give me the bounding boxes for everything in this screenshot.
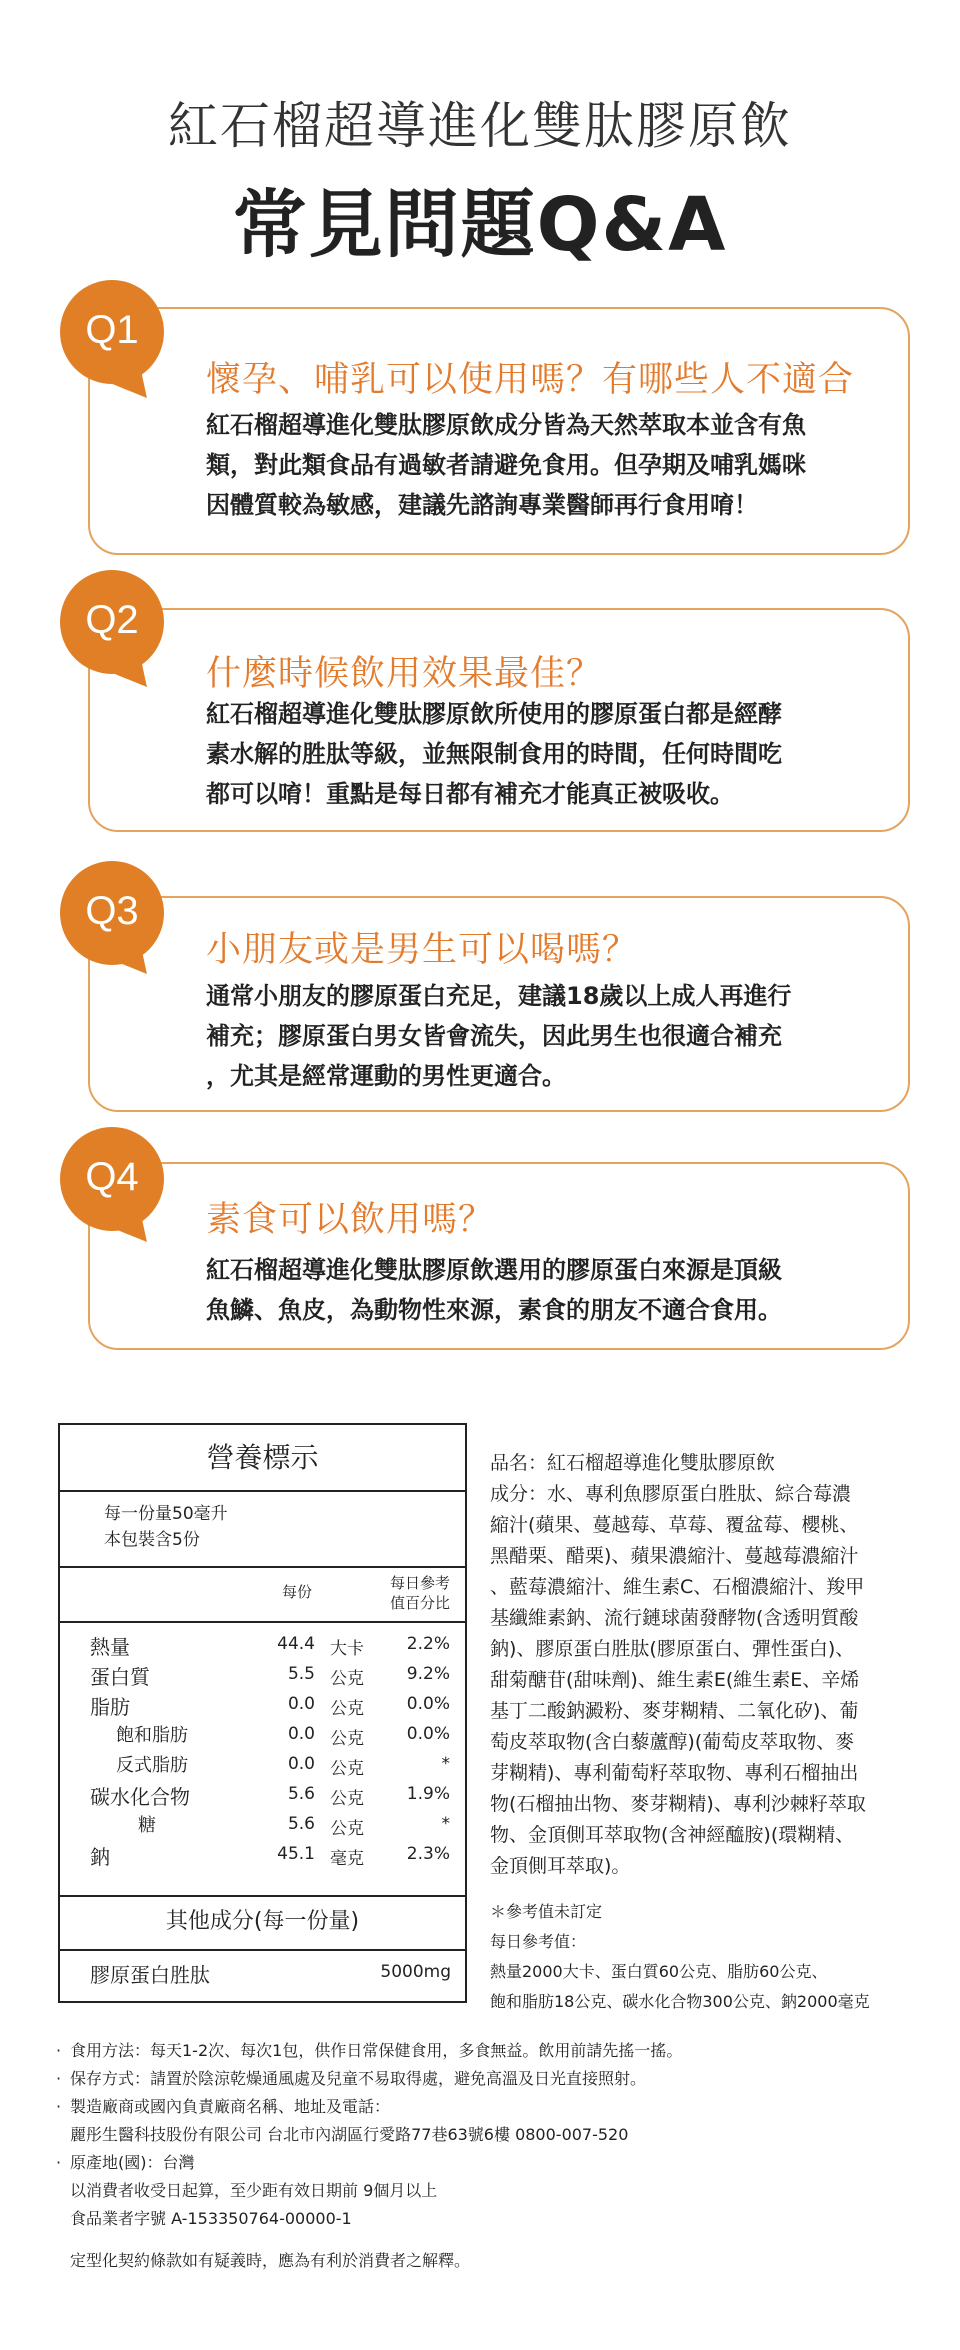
faq-question: 懷孕、哺乳可以使用嗎？有哪些人不適合 xyxy=(206,360,855,400)
nutrition-row xyxy=(60,1841,465,1871)
nutrient-pct: 2.3% xyxy=(406,1844,450,1864)
nutrient-value: 0.0 xyxy=(287,1724,315,1744)
answer-line: 紅石榴超導進化雙肽膠原飲成分皆為天然萃取本並含有魚 xyxy=(206,411,806,439)
nutrient-value: 5.5 xyxy=(287,1664,315,1684)
nutrition-row xyxy=(60,1631,465,1661)
nutrient-value: 44.4 xyxy=(277,1634,315,1654)
divider xyxy=(60,1566,465,1568)
usage-info: · 食用方法：每天1-2次、每次1包，供作日常保健食用，多食無益。飲用前請先搖一搖。 xyxy=(56,2037,936,2065)
product-info-footer xyxy=(56,2037,936,2275)
faq-badge-q3: Q3 xyxy=(60,861,164,965)
answer-line: 紅石榴超導進化雙肽膠原飲所使用的膠原蛋白都是經酵 xyxy=(206,700,782,728)
nutrient-unit: 公克 xyxy=(330,1759,364,1779)
nutrient-name: 脂肪 xyxy=(90,1695,130,1719)
ingredient-line: 芽糊精)、專利葡萄籽萃取物、專利石榴抽出 xyxy=(490,1762,859,1784)
nutrient-name: 碳水化合物 xyxy=(90,1785,190,1809)
serving-info xyxy=(104,1501,228,1553)
ingredient-line: 金頂側耳萃取)。 xyxy=(490,1855,631,1877)
other-ingredients-title: 其他成分(每一份量) xyxy=(165,1909,360,1934)
answer-line: 類，對此類食品有過敏者請避免食用。但孕期及哺乳媽咪 xyxy=(206,451,806,479)
maker-info: 麗彤生醫科技股份有限公司 台北市內湖區行愛路77巷63號6樓 0800-007-520 xyxy=(70,2125,629,2144)
ingredient-line: 鈉)、膠原蛋白胜肽(膠原蛋白、彈性蛋白)、 xyxy=(490,1638,855,1660)
nutrient-pct: * xyxy=(441,1754,450,1774)
ingredient-line: 基丁二酸鈉澱粉、麥芽糊精、二氧化矽)、葡 xyxy=(490,1700,859,1722)
nutrient-pct: 0.0% xyxy=(406,1724,450,1744)
faq-card-q1 xyxy=(88,307,910,555)
maker-label: · 製造廠商或國內負責廠商名稱、地址及電話： xyxy=(56,2093,936,2121)
nutrient-pct: 2.2% xyxy=(406,1634,450,1654)
nutrient-name: 反式脂肪 xyxy=(116,1755,188,1776)
contract-note: 定型化契約條款如有疑義時，應為有利於消費者之解釋。 xyxy=(70,2251,471,2270)
faq-question: 素食可以飲用嗎？ xyxy=(206,1200,495,1240)
ingredients-block xyxy=(490,1448,910,1882)
ingredient-line: 基纖維素鈉、流行鏈球菌發酵物(含透明質酸 xyxy=(490,1607,859,1629)
answer-line: 通常小朋友的膠原蛋白充足，建議18歲以上成人再進行 xyxy=(206,982,792,1010)
nutrient-unit: 公克 xyxy=(330,1789,364,1809)
ingredient-line: 、藍莓濃縮汁、維生素C、石榴濃縮汁、羧甲 xyxy=(490,1576,865,1598)
faq-answer xyxy=(206,694,856,814)
col-daily-value xyxy=(390,1573,450,1613)
nutrition-table xyxy=(58,1423,467,2003)
ingredient-line: 萄皮萃取物(含白藜蘆醇)(葡萄皮萃取物、麥 xyxy=(490,1731,855,1753)
answer-line: 魚鱗、魚皮，為動物性來源，素食的朋友不適合食用。 xyxy=(206,1296,782,1324)
nutrition-row xyxy=(60,1751,465,1781)
storage-info: · 保存方式：請置於陰涼乾燥通風處及兒童不易取得處，避免高溫及日光直接照射。 xyxy=(56,2065,936,2093)
answer-line: 都可以唷！重點是每日都有補充才能真正被吸收。 xyxy=(206,780,734,808)
ingredient-line: 物(石榴抽出物、麥芽糊精)、專利沙棘籽萃取 xyxy=(490,1793,866,1815)
shelf-life-info: 以消費者收受日起算，至少距有效日期前 9個月以上 xyxy=(70,2181,438,2200)
reference-notes xyxy=(490,1897,920,2017)
nutrition-row xyxy=(60,1691,465,1721)
faq-card-q3 xyxy=(88,896,910,1112)
answer-line: 因體質較為敏感，建議先諮詢專業醫師再行食用唷！ xyxy=(206,491,758,519)
col-daily-value-line: 每日參考 xyxy=(390,1574,451,1592)
ingredient-line: 成分：水、專利魚膠原蛋白胜肽、綜合莓濃 xyxy=(490,1483,852,1505)
col-daily-value-line: 值百分比 xyxy=(390,1594,451,1612)
ingredient-line: 物、金頂側耳萃取物(含神經醯胺)(環糊精、 xyxy=(490,1824,855,1846)
divider xyxy=(60,1949,465,1951)
nutrient-value: 0.0 xyxy=(287,1694,315,1714)
nutrient-value: 45.1 xyxy=(277,1844,315,1864)
nutrient-pct: 0.0% xyxy=(406,1694,450,1714)
nutrient-unit: 毫克 xyxy=(330,1849,364,1869)
faq-question: 什麼時候飲用效果最佳？ xyxy=(206,654,603,694)
servings-per-pack: 本包裝含5份 xyxy=(104,1530,200,1550)
answer-line: 紅石榴超導進化雙肽膠原飲選用的膠原蛋白來源是頂級 xyxy=(206,1256,782,1284)
nutrient-unit: 公克 xyxy=(330,1669,364,1689)
faq-badge-q2: Q2 xyxy=(60,570,164,674)
reference-note: ＊參考值未訂定 xyxy=(490,1902,603,1921)
ingredient-line: 甜菊醣苷(甜味劑)、維生素E(維生素E、辛烯 xyxy=(490,1669,860,1691)
product-name: 品名：紅石榴超導進化雙肽膠原飲 xyxy=(490,1452,776,1474)
nutrient-unit: 公克 xyxy=(330,1819,364,1839)
nutrient-name: 蛋白質 xyxy=(90,1665,150,1689)
daily-reference-label: 每日參考值： xyxy=(490,1932,587,1951)
nutrient-value: 5.6 xyxy=(287,1784,315,1804)
ingredient-line: 縮汁(蘋果、蔓越莓、草莓、覆盆莓、櫻桃、 xyxy=(490,1514,859,1536)
nutrition-title: 營養標示 xyxy=(60,1425,465,1492)
faq-badge-q1: Q1 xyxy=(60,280,164,384)
ingredient-line: 黑醋栗、醋栗)、蘋果濃縮汁、蔓越莓濃縮汁 xyxy=(490,1545,859,1567)
serving-size: 每一份量50毫升 xyxy=(104,1504,228,1524)
faq-card-q4 xyxy=(88,1162,910,1350)
answer-line: 補充；膠原蛋白男女皆會流失，因此男生也很適合補充 xyxy=(206,1022,782,1050)
other-ingredient-name: 膠原蛋白胜肽 xyxy=(90,1963,210,1987)
nutrient-value: 0.0 xyxy=(287,1754,315,1774)
answer-line: 素水解的胜肽等級，並無限制食用的時間，任何時間吃 xyxy=(206,740,782,768)
nutrient-name: 糖 xyxy=(138,1815,156,1836)
nutrient-pct: 9.2% xyxy=(406,1664,450,1684)
nutrient-name: 鈉 xyxy=(90,1845,110,1869)
origin-info: · 原產地(國)：台灣 xyxy=(56,2149,936,2177)
page-title: 常見問題Q&A xyxy=(232,182,728,268)
faq-answer xyxy=(206,1250,856,1330)
nutrition-row xyxy=(60,1661,465,1691)
other-ingredient-value: 5000mg xyxy=(380,1962,451,1982)
faq-answer xyxy=(206,405,856,525)
nutrient-unit: 公克 xyxy=(330,1729,364,1749)
daily-reference-line: 熱量2000大卡、蛋白質60公克、脂肪60公克、 xyxy=(490,1962,828,1981)
nutrient-name: 熱量 xyxy=(90,1635,130,1659)
faq-badge-q4: Q4 xyxy=(60,1127,164,1231)
daily-reference-line: 飽和脂肪18公克、碳水化合物300公克、鈉2000毫克 xyxy=(490,1992,870,2011)
divider xyxy=(60,1621,465,1623)
col-per-serving: 每份 xyxy=(282,1583,313,1601)
faq-question: 小朋友或是男生可以喝嗎？ xyxy=(206,930,639,970)
nutrient-name: 飽和脂肪 xyxy=(116,1725,188,1746)
nutrition-row xyxy=(60,1811,465,1841)
license-info: 食品業者字號 A-153350764-00000-1 xyxy=(70,2209,352,2228)
nutrient-unit: 公克 xyxy=(330,1699,364,1719)
nutrient-pct: * xyxy=(441,1814,450,1834)
nutrient-value: 5.6 xyxy=(287,1814,315,1834)
nutrient-unit: 大卡 xyxy=(330,1639,364,1659)
nutrient-pct: 1.9% xyxy=(406,1784,450,1804)
nutrition-row xyxy=(60,1781,465,1811)
page-subtitle: 紅石榴超導進化雙肽膠原飲 xyxy=(168,97,792,155)
faq-answer xyxy=(206,976,856,1096)
faq-card-q2 xyxy=(88,608,910,832)
nutrition-row xyxy=(60,1721,465,1751)
answer-line: ，尤其是經常運動的男性更適合。 xyxy=(206,1062,566,1090)
